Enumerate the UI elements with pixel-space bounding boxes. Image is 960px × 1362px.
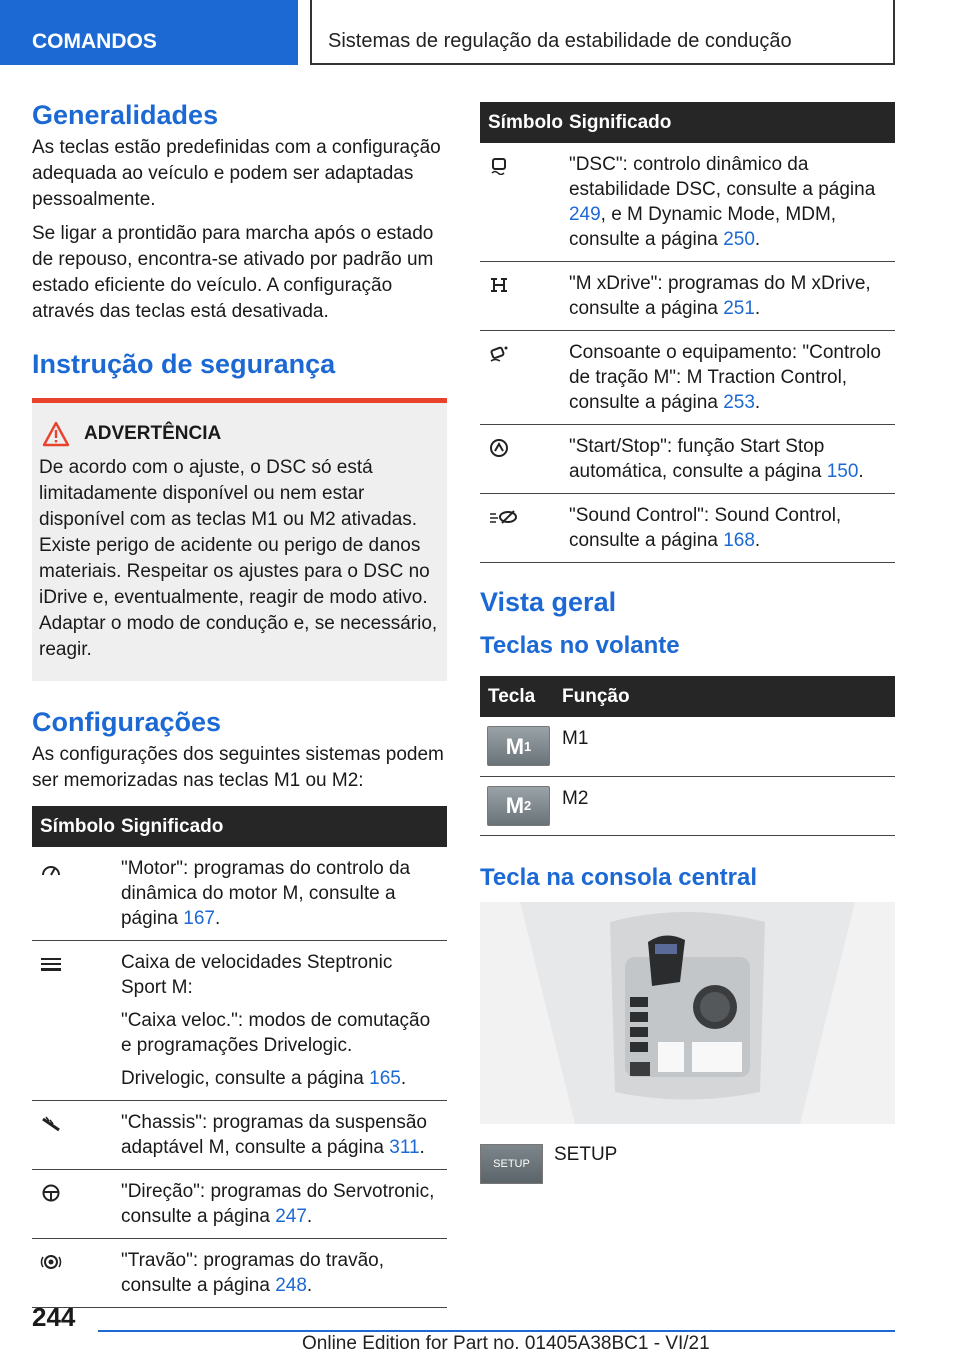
table-row <box>480 776 895 835</box>
table-row: "Travão": programas do travão, consulte a página 248. <box>32 1239 447 1308</box>
page-link-168[interactable]: 168 <box>723 530 755 551</box>
page-link-150[interactable]: 150 <box>826 461 859 482</box>
footer-edition: Online Edition for Part no. 01405A38BC1 - VI/21 <box>302 1333 710 1354</box>
suspension-icon <box>40 1115 62 1133</box>
page-link-311[interactable]: 311 <box>389 1137 420 1158</box>
paragraph-config-intro: As configurações dos seguintes sistemas podem ser memorizadas nas teclas M1 ou M2: <box>32 744 444 791</box>
page-link-253[interactable]: 253 <box>723 392 755 413</box>
sound-icon <box>488 508 518 526</box>
setup-label: SETUP <box>554 1143 618 1165</box>
m1-key-letter: M <box>505 733 525 759</box>
config-table <box>32 806 447 1308</box>
section-label: COMANDOS <box>32 30 157 53</box>
page-number: 244 <box>32 1302 76 1332</box>
keys-table <box>480 676 895 836</box>
table-header-row <box>480 676 895 717</box>
table-row: "M xDrive": programas do M xDrive, consulte a página 251. <box>480 262 895 331</box>
paragraph-general-1: As teclas estão predefinidas com a configuração adequada ao veículo e podem ser adaptadas pessoalmente. <box>32 137 441 210</box>
table-row: "Sound Control": Sound Control, consulte a página 168. <box>480 494 895 563</box>
setup-row <box>480 1144 895 1184</box>
table-row: "Direção": programas do Servotronic, consulte a página 247. <box>32 1170 447 1239</box>
gauge-icon <box>40 861 62 879</box>
heading-tecla-consola: Tecla na consola central <box>480 863 757 891</box>
right-column <box>480 102 895 1184</box>
m2-key-sup: 2 <box>524 798 532 813</box>
page-link-251[interactable]: 251 <box>723 298 755 319</box>
heading-configuracoes: Configurações <box>32 707 222 737</box>
col-function-header: Função <box>562 676 895 717</box>
table-header-row <box>480 102 895 143</box>
col-symbol-header: Símbolo <box>32 806 121 847</box>
table-row <box>480 717 895 776</box>
warning-box <box>32 398 447 681</box>
console-illustration <box>480 902 895 1124</box>
section-tab <box>0 0 298 65</box>
table-row: "Motor": programas do controlo da dinâmica do motor M, consulte a página 167. <box>32 847 447 941</box>
xdrive-icon <box>488 276 510 294</box>
setup-button-image <box>480 1144 543 1184</box>
left-column <box>32 100 447 1308</box>
warning-triangle-icon <box>42 421 70 447</box>
heading-vista-geral: Vista geral <box>480 587 617 617</box>
heading-generalidades: Generalidades <box>32 100 219 130</box>
m2-function: M2 <box>562 776 895 835</box>
table-row: Consoante o equipamento: "Controlo de tração M": M Traction Control, consulte a página 253. <box>480 331 895 425</box>
col-meaning-header: Significado <box>569 102 895 143</box>
heading-teclas-volante: Teclas no volante <box>480 632 680 659</box>
config-gearbox-text: Caixa de velocidades Steptronic Sport M: <box>120 952 393 998</box>
chapter-title-text: Sistemas de regulação da estabilidade de condução <box>328 30 792 52</box>
page-link-249[interactable]: 249 <box>568 204 601 225</box>
m2-key-letter: M <box>505 793 525 818</box>
steering-wheel-icon <box>40 1184 62 1202</box>
table-row: "Start/Stop": função Start Stop automática, consulte a página 150. <box>480 425 895 494</box>
table-row: "Chassis": programas da suspensão adaptável M, consulte a página 311. <box>32 1101 447 1170</box>
warning-text: De acordo com o ajuste, o DSC só está limitadamente disponível ou nem estar disponível com as teclas M1 ou M2 ativadas. Existe perigo de acidente ou perigo de danos materiais. Respeitar os ajustes para o DSC no iDrive e, eventualmente, reagir de modo ativo. Adaptar o modo de condução e, se necessário, reagir. <box>39 457 438 660</box>
chapter-title <box>310 0 895 65</box>
traction-icon <box>488 345 510 363</box>
col-key-header: Tecla <box>480 676 562 717</box>
config-gearbox-text2: "Caixa veloc.": modos de comutação e programações Drivelogic. <box>120 1010 431 1056</box>
brake-icon <box>40 1253 62 1271</box>
symbols-table <box>480 102 895 563</box>
warning-title: ADVERTÊNCIA <box>84 423 222 444</box>
center-console-photo <box>480 902 895 1124</box>
m1-key-image <box>487 726 550 766</box>
page-link-165[interactable]: 165 <box>369 1068 401 1089</box>
page-link-248[interactable]: 248 <box>275 1275 307 1296</box>
paragraph-general-2: Se ligar a prontidão para marcha após o estado de repouso, encontra-se ativado por padrão um estado eficiente do veículo. A configuração através das teclas está desativada. <box>32 223 434 322</box>
heading-seguranca: Instrução de segurança <box>32 349 336 379</box>
m1-function: M1 <box>562 717 895 776</box>
footer-rule <box>98 1330 895 1332</box>
start-stop-icon <box>488 439 510 457</box>
table-header-row <box>32 806 447 847</box>
table-row: "DSC": controlo dinâmico da estabilidade DSC, consulte a página 249, e M Dynamic Mode, MDM, consulte a página 250. <box>480 143 895 262</box>
m2-key-image <box>487 786 550 826</box>
table-row: Caixa de velocidades Steptronic Sport M: "Caixa veloc.": modos de comutação e programações Drivelogic. Drivelogic, consulte a página 165. <box>32 941 447 1101</box>
gear-lines-icon <box>40 955 62 973</box>
page-link-167[interactable]: 167 <box>183 908 215 929</box>
dsc-icon <box>488 157 510 175</box>
col-meaning-header: Significado <box>121 806 447 847</box>
page-link-247[interactable]: 247 <box>275 1206 307 1227</box>
col-symbol-header: Símbolo <box>480 102 569 143</box>
setup-button-text: SETUP <box>493 1157 530 1170</box>
m1-key-sup: 1 <box>524 738 532 754</box>
page-link-250[interactable]: 250 <box>723 229 755 250</box>
